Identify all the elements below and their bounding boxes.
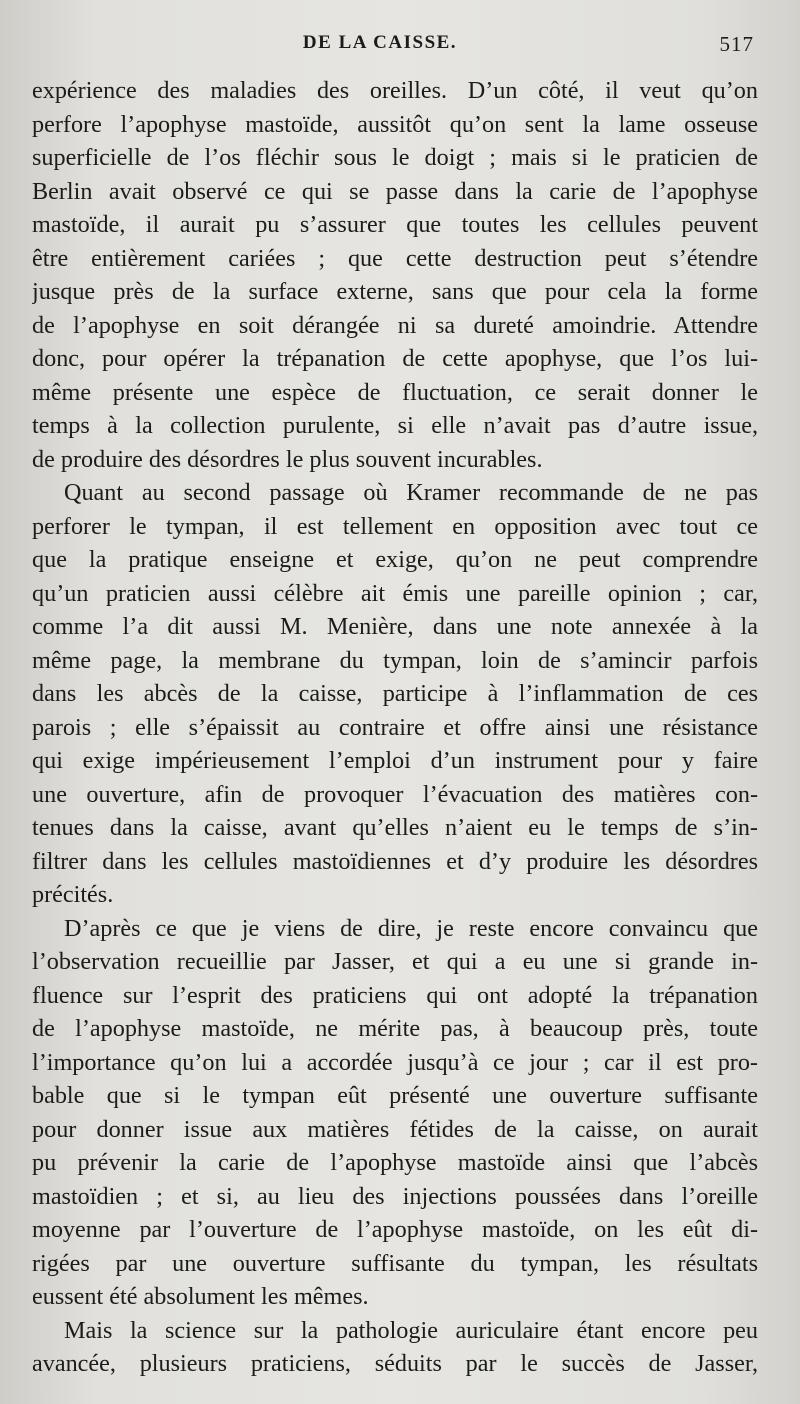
paragraph xyxy=(32,1314,758,1381)
text-line: que la pratique enseigne et exige, qu’on ne peut comprendre xyxy=(32,546,758,573)
text-line: l’importance qu’on lui a accordée jusqu’à ce jour ; car il est pro- xyxy=(32,1048,758,1076)
text-line: moyenne par l’ouverture de l’apophyse mastoïde, on les eût di- xyxy=(32,1216,758,1243)
text-line: de produire des désordres le plus souvent incurables. xyxy=(32,445,543,473)
text-line: expérience des maladies des oreilles. D’un côté, il veut qu’on xyxy=(32,77,758,104)
text-line: qui exige impérieusement l’emploi d’un instrument pour y faire xyxy=(32,747,758,774)
text-line: précités. xyxy=(32,881,114,908)
text-line: dans les abcès de la caisse, participe à l’inflammation de ces xyxy=(32,680,758,707)
text-line: donc, pour opérer la trépanation de cette apophyse, que l’os lui- xyxy=(32,345,758,372)
text-line: pu prévenir la carie de l’apophyse mastoïde ainsi que l’abcès xyxy=(32,1149,758,1176)
text-line: perforer le tympan, il est tellement en opposition avec tout ce xyxy=(32,512,758,540)
running-head xyxy=(0,32,800,62)
text-line: Mais la science sur la pathologie auriculaire étant encore peu xyxy=(64,1316,758,1344)
text-line: de l’apophyse en soit dérangée ni sa dureté amoindrie. Attendre xyxy=(32,311,758,339)
page-number: 517 xyxy=(719,32,754,56)
text-line: mastoïde, il aurait pu s’assurer que toutes les cellules peuvent xyxy=(32,211,758,238)
running-title: DE LA CAISSE. xyxy=(302,32,458,53)
text-line: eussent été absolument les mêmes. xyxy=(32,1283,369,1310)
text-line: jusque près de la surface externe, sans que pour cela la forme xyxy=(32,278,758,305)
text-line: pour donner issue aux matières fétides de la caisse, on aurait xyxy=(32,1115,758,1143)
text-line: bable que si le tympan eût présenté une ouverture suffisante xyxy=(32,1082,758,1109)
text-line: parois ; elle s’épaissit au contraire et offre ainsi une résistance xyxy=(32,713,758,741)
text-line: temps à la collection purulente, si elle n’avait pas d’autre issue, xyxy=(32,412,758,439)
text-line: Berlin avait observé ce qui se passe dans la carie de l’apophyse xyxy=(32,177,758,205)
paragraph xyxy=(32,912,758,1314)
paragraph xyxy=(32,74,758,476)
text-line: mastoïdien ; et si, au lieu des injections poussées dans l’oreille xyxy=(32,1182,758,1210)
text-line: Quant au second passage où Kramer recommande de ne pas xyxy=(64,479,758,506)
text-line: l’observation recueillie par Jasser, et qui a eu une si grande in- xyxy=(32,948,758,975)
text-line: comme l’a dit aussi M. Menière, dans une note annexée à la xyxy=(32,613,758,640)
text-line: qu’un praticien aussi célèbre ait émis une pareille opinion ; car, xyxy=(32,579,758,607)
text-line: rigées par une ouverture suffisante du tympan, les résultats xyxy=(32,1249,758,1277)
text-line: être entièrement cariées ; que cette destruction peut s’étendre xyxy=(32,244,758,272)
text-line: perfore l’apophyse mastoïde, aussitôt qu’on sent la lame osseuse xyxy=(32,110,758,138)
text-line: même présente une espèce de fluctuation, ce serait donner le xyxy=(32,378,758,406)
text-line: D’après ce que je viens de dire, je reste encore convaincu que xyxy=(64,914,758,942)
text-line: superficielle de l’os fléchir sous le doigt ; mais si le praticien de xyxy=(32,144,758,171)
text-line: fluence sur l’esprit des praticiens qui ont adopté la trépanation xyxy=(32,981,758,1009)
text-line: avancée, plusieurs praticiens, séduits par le succès de Jasser, xyxy=(32,1350,758,1377)
body-text xyxy=(32,74,758,1381)
text-line: tenues dans la caisse, avant qu’elles n’aient eu le temps de s’in- xyxy=(32,814,758,841)
text-line: de l’apophyse mastoïde, ne mérite pas, à beaucoup près, toute xyxy=(32,1015,758,1042)
paragraph xyxy=(32,476,758,912)
text-line: filtrer dans les cellules mastoïdiennes et d’y produire les désordres xyxy=(32,847,758,875)
text-line: même page, la membrane du tympan, loin de s’amincir parfois xyxy=(32,646,758,674)
text-line: une ouverture, afin de provoquer l’évacuation des matières con- xyxy=(32,780,758,808)
